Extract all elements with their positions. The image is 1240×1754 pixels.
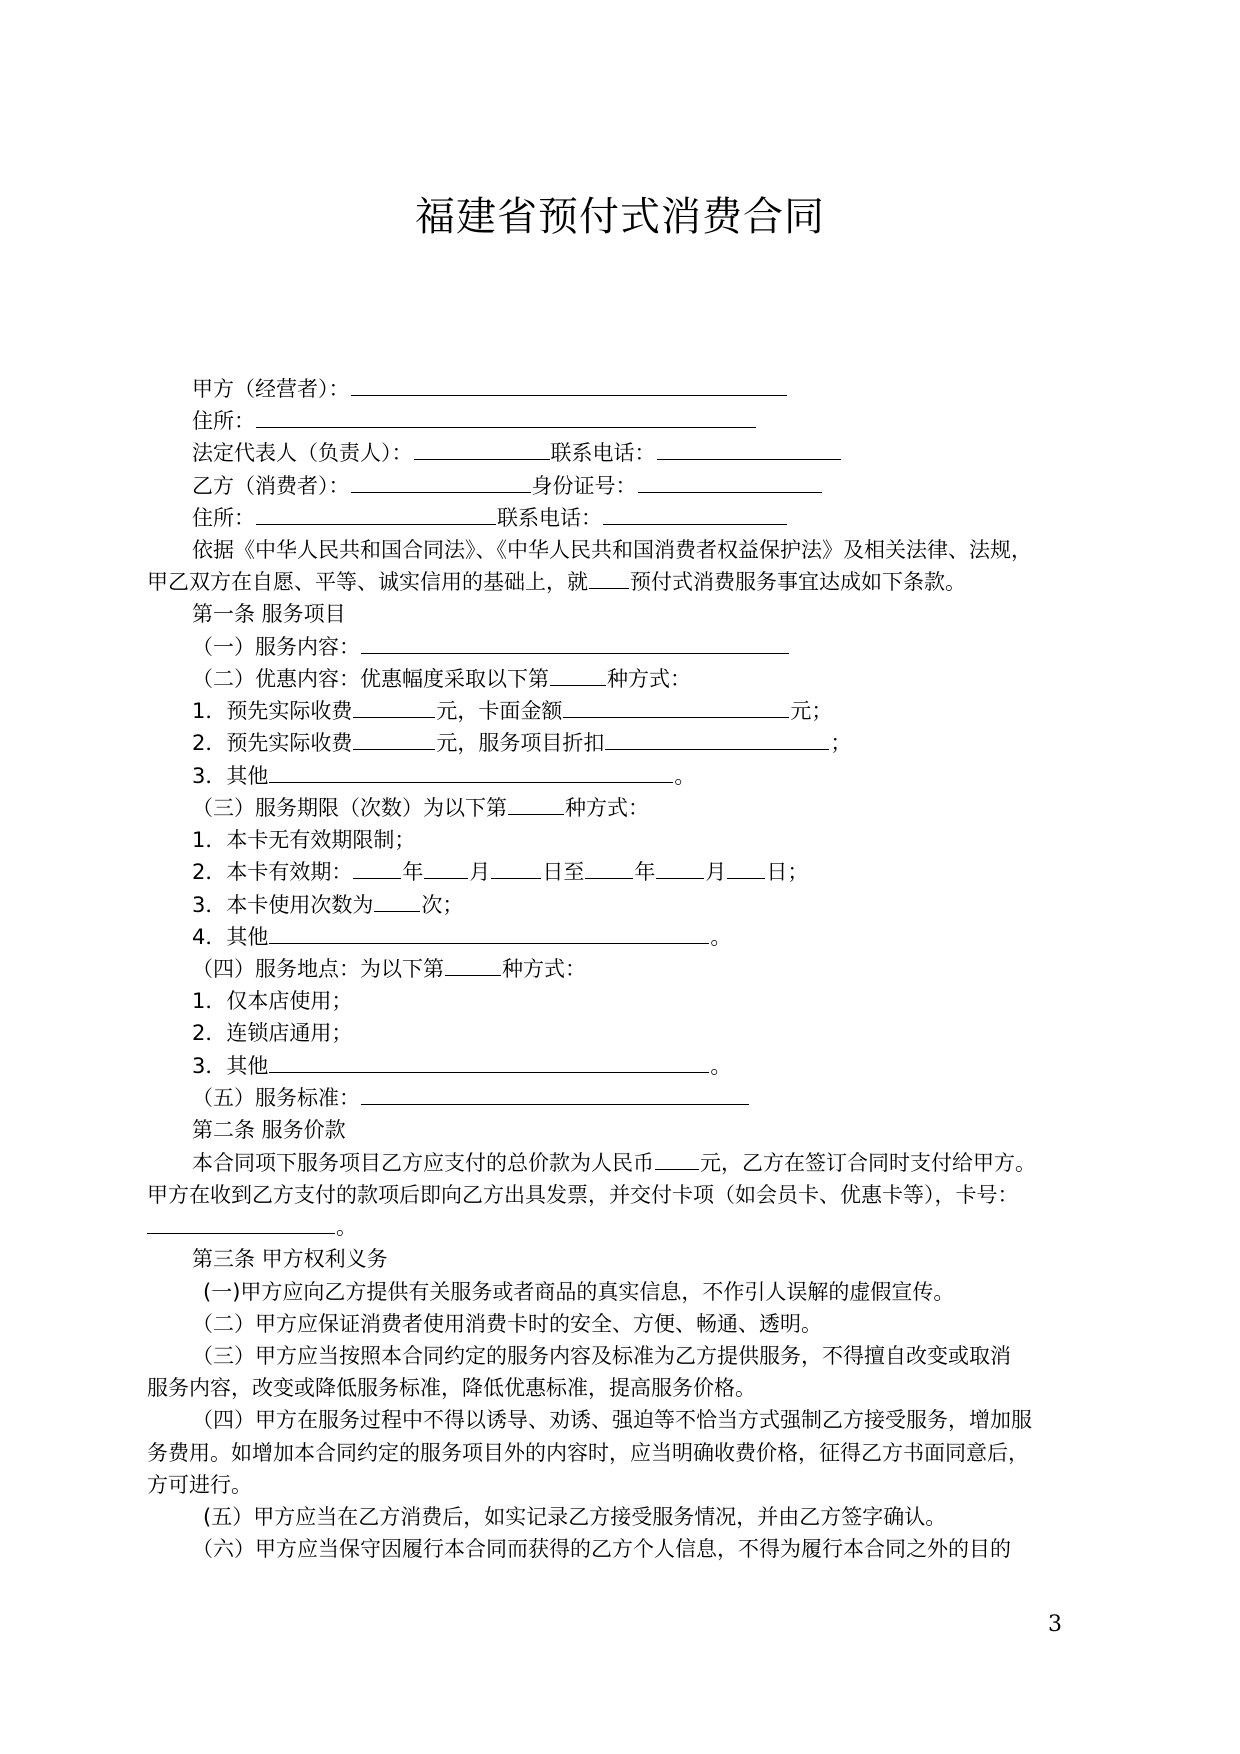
intro-line-2-start: 甲乙双方在自愿、平等、诚实信用的基础上，就	[147, 570, 588, 594]
intro-line-1: 依据《中华人民共和国合同法》、《中华人民共和国消费者权益保护法》及相关法律、法规，	[192, 538, 1032, 562]
start-month-label: 月	[469, 860, 491, 884]
article-2-heading: 第二条 服务价款	[192, 1118, 346, 1142]
term-line	[192, 793, 649, 823]
option-3-blank	[269, 761, 673, 783]
clause-3-line-1: （三）甲方应当按照本合同约定的服务内容及标准为乙方提供服务，不得擅自改变或取消	[192, 1344, 1011, 1368]
option-2-prepaid-label: 2．预先实际收费	[192, 731, 353, 755]
party-a-line	[192, 374, 788, 404]
discount-line	[192, 664, 691, 694]
clause-4-line-1: （四）甲方在服务过程中不得以诱导、劝诱、强迫等不恰当方式强制乙方接受服务，增加服	[192, 1408, 1032, 1432]
clause-4-line-2: 务费用。如增加本合同约定的服务项目外的内容时，应当明确收费价格，征得乙方书面同意后，	[147, 1441, 1029, 1465]
start-month-blank	[424, 857, 468, 879]
intro-blank	[589, 567, 629, 589]
option-1-prepaid-blank	[353, 696, 435, 718]
clause-5: (五）甲方应当在乙方消费后，如实记录乙方接受服务情况，并由乙方签字确认。	[203, 1505, 947, 1529]
party-b-line	[192, 471, 823, 501]
end-day-blank	[727, 857, 765, 879]
option-1-prepaid-label: 1．预先实际收费	[192, 699, 353, 723]
party-a-rep-line	[192, 438, 842, 468]
start-year-blank	[353, 857, 401, 879]
clause-1: (一)甲方应向乙方提供有关服务或者商品的真实信息，不作引人误解的虚假宣传。	[203, 1280, 955, 1304]
party-b-label: 乙方（消费者）：	[192, 474, 350, 498]
party-a-phone-label: 联系电话：	[550, 441, 656, 465]
party-a-label: 甲方（经营者）：	[192, 377, 350, 401]
article-1-heading: 第一条 服务项目	[192, 602, 346, 626]
party-a-blank	[351, 374, 787, 396]
party-a-phone-blank	[657, 438, 841, 460]
option-2-end: ；	[830, 731, 852, 755]
party-a-rep-blank	[414, 438, 550, 460]
price-blank	[655, 1148, 699, 1170]
option-2-discount-label: 元，服务项目折扣	[436, 731, 605, 755]
term-other-blank	[269, 922, 709, 944]
term-option-1: 1．本卡无有效期限制；	[192, 828, 416, 852]
party-a-address-blank	[256, 406, 756, 428]
clause-3-line-2: 服务内容，改变或降低服务标准，降低优惠标准，提高服务价格。	[147, 1376, 756, 1400]
option-1-face-label: 元，卡面金额	[436, 699, 563, 723]
location-other-label: 3．其他	[192, 1054, 269, 1078]
location-option-2: 2．连锁店通用；	[192, 1021, 353, 1045]
article-3-heading: 第三条 甲方权利义务	[192, 1247, 388, 1271]
card-number-end: 。	[336, 1215, 357, 1239]
option-1-end: 元；	[790, 699, 833, 723]
term-other-end: 。	[710, 925, 732, 949]
page-number: 3	[1048, 1612, 1062, 1637]
clause-4-line-3: 方可进行。	[147, 1473, 252, 1497]
party-a-address-label: 住所：	[192, 409, 255, 433]
party-b-address-label: 住所：	[192, 506, 255, 530]
term-option-blank	[508, 793, 564, 815]
start-year-label: 年	[402, 860, 424, 884]
intro-line-2-end: 预付式消费服务事宜达成如下条款。	[630, 570, 966, 594]
location-other-blank	[269, 1051, 709, 1073]
service-content-blank	[361, 632, 789, 654]
service-content-line	[192, 632, 790, 662]
option-3-label: 3．其他	[192, 764, 269, 788]
service-content-label: （一）服务内容：	[192, 635, 360, 659]
usage-count-end: 次；	[421, 893, 464, 917]
page-title: 福建省预付式消费合同	[415, 194, 825, 240]
card-number-blank	[147, 1212, 335, 1234]
end-month-label: 月	[705, 860, 727, 884]
party-b-id-blank	[638, 471, 822, 493]
discount-label-end: 种方式：	[607, 667, 691, 691]
term-other-label: 4．其他	[192, 925, 269, 949]
location-label-end: 种方式：	[502, 957, 586, 981]
end-month-blank	[656, 857, 704, 879]
service-standard-blank	[361, 1083, 749, 1105]
term-label-end: 种方式：	[565, 796, 649, 820]
usage-count-label: 3．本卡使用次数为	[192, 893, 374, 917]
intro-line-2	[147, 567, 966, 597]
party-b-address-blank	[256, 503, 496, 525]
option-2-prepaid-blank	[353, 728, 435, 750]
start-day-blank	[491, 857, 541, 879]
usage-count-blank	[374, 890, 420, 912]
end-year-label: 年	[634, 860, 656, 884]
service-standard-line	[192, 1083, 750, 1113]
term-label: （三）服务期限（次数）为以下第	[192, 796, 507, 820]
party-b-phone-label: 联系电话：	[497, 506, 602, 530]
clause-6-line-1: （六）甲方应当保守因履行本合同而获得的乙方个人信息，不得为履行本合同之外的目的	[192, 1537, 1011, 1561]
discount-option-1	[192, 696, 832, 726]
term-option-2	[192, 857, 808, 887]
party-b-blank	[351, 471, 531, 493]
option-2-discount-blank	[605, 728, 829, 750]
location-other-end: 。	[710, 1054, 732, 1078]
location-option-blank	[445, 954, 501, 976]
party-b-phone-blank	[603, 503, 787, 525]
validity-label: 2．本卡有效期：	[192, 860, 353, 884]
term-option-4	[192, 922, 731, 952]
location-option-3	[192, 1051, 731, 1081]
price-label-end: 元，乙方在签订合同时支付给甲方。	[700, 1151, 1036, 1175]
day-to-label: 日至	[542, 860, 585, 884]
price-line-1	[192, 1148, 1036, 1178]
price-line-2: 甲方在收到乙方支付的款项后即向乙方出具发票，并交付卡项（如会员卡、优惠卡等），卡号：	[147, 1183, 1019, 1207]
party-a-address-line	[192, 406, 757, 436]
price-label: 本合同项下服务项目乙方应支付的总价款为人民币	[192, 1151, 654, 1175]
end-day-label: 日；	[766, 860, 809, 884]
end-year-blank	[585, 857, 633, 879]
service-standard-label: （五）服务标准：	[192, 1086, 360, 1110]
discount-option-3	[192, 761, 695, 791]
location-line	[192, 954, 586, 984]
option-3-end: 。	[674, 764, 696, 788]
location-option-1: 1．仅本店使用；	[192, 989, 353, 1013]
option-1-face-blank	[563, 696, 789, 718]
party-b-id-label: 身份证号：	[531, 474, 637, 498]
party-a-rep-label: 法定代表人（负责人）：	[192, 441, 413, 465]
clause-2: （二）甲方应保证消费者使用消费卡时的安全、方便、畅通、透明。	[192, 1312, 822, 1336]
term-option-3	[192, 890, 463, 920]
location-label: （四）服务地点：为以下第	[192, 957, 444, 981]
discount-option-2	[192, 728, 851, 758]
discount-label: （二）优惠内容：优惠幅度采取以下第	[192, 667, 549, 691]
card-number-line	[147, 1212, 357, 1242]
discount-option-blank	[550, 664, 606, 686]
party-b-address-line	[192, 503, 788, 533]
